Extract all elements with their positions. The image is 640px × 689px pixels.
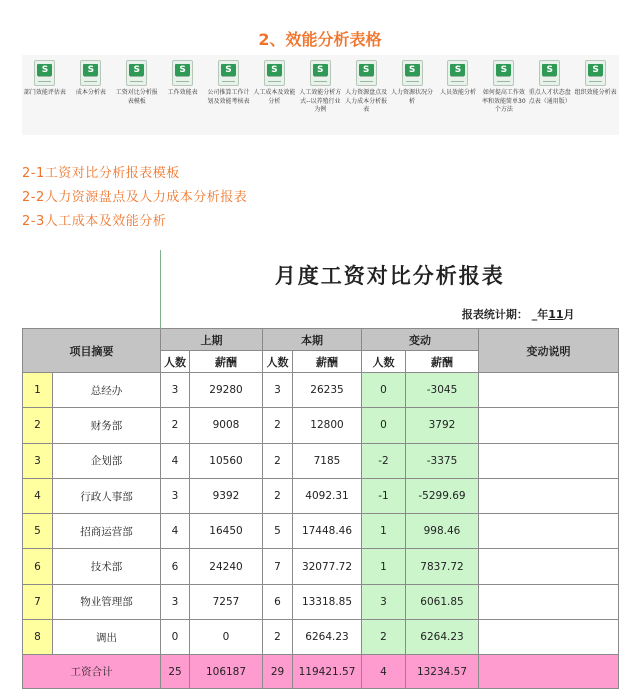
prev-headcount: 6 (161, 549, 190, 584)
curr-salary: 6264.23 (293, 620, 362, 655)
header-current-period: 本期 (263, 329, 362, 351)
spreadsheet-badge: S (129, 64, 144, 76)
file-lines-decoration (360, 76, 373, 82)
total-prev-pay: 106187 (190, 655, 263, 689)
department-name: 行政人事部 (53, 478, 161, 513)
curr-salary: 32077.72 (293, 549, 362, 584)
header-curr-headcount: 人数 (263, 351, 293, 373)
department-name: 调出 (53, 620, 161, 655)
spreadsheet-badge: S (37, 64, 52, 76)
change-note (479, 443, 619, 478)
file-lines-decoration (543, 76, 556, 82)
header-change-headcount: 人数 (362, 351, 406, 373)
header-change: 变动 (362, 329, 479, 351)
header-curr-salary: 薪酬 (293, 351, 362, 373)
change-salary: 6061.85 (406, 584, 479, 619)
department-name: 物业管理部 (53, 584, 161, 619)
row-index: 7 (23, 584, 53, 619)
attachment-file-strip (22, 55, 619, 135)
curr-headcount: 3 (263, 373, 293, 408)
file-item[interactable] (251, 55, 297, 135)
change-headcount: 1 (362, 514, 406, 549)
file-item[interactable] (481, 55, 527, 135)
section-title: 2、效能分析表格 (258, 30, 382, 49)
salary-comparison-sheet (22, 250, 618, 689)
change-note (479, 408, 619, 443)
prev-salary: 24240 (190, 549, 263, 584)
blank-corner (23, 250, 161, 300)
total-chg-pay: 13234.57 (406, 655, 479, 689)
file-label: 工资对比分析报表模板 (115, 89, 158, 105)
file-label: 重点人才状态盘点表（通用版） (528, 89, 571, 105)
report-title: 月度工资对比分析报表 (274, 264, 505, 288)
spreadsheet-badge: S (313, 64, 328, 76)
change-note (479, 514, 619, 549)
total-chg-n: 4 (362, 655, 406, 689)
prev-headcount: 4 (161, 443, 190, 478)
row-index: 3 (23, 443, 53, 478)
department-name: 财务部 (53, 408, 161, 443)
file-label: 成本分析表 (75, 89, 106, 96)
report-period-label: 报表统计期： (461, 308, 528, 321)
prev-headcount: 3 (161, 584, 190, 619)
file-item[interactable] (435, 55, 481, 135)
change-salary: 998.46 (406, 514, 479, 549)
change-salary: -5299.69 (406, 478, 479, 513)
table-row (23, 620, 619, 655)
change-salary: 7837.72 (406, 549, 479, 584)
curr-salary: 17448.46 (293, 514, 362, 549)
header-change-note: 变动说明 (479, 329, 619, 373)
change-headcount: 1 (362, 549, 406, 584)
table-row (23, 584, 619, 619)
report-period-year: _年 (531, 308, 549, 321)
file-item[interactable] (297, 55, 343, 135)
report-period-month: 11 (548, 308, 564, 321)
curr-headcount: 2 (263, 443, 293, 478)
spreadsheet-file-icon (539, 60, 560, 86)
spreadsheet-file-icon (356, 60, 377, 86)
document-link[interactable]: 2-2人力资源盘点及人力成本分析报表 (22, 190, 248, 205)
change-headcount: 3 (362, 584, 406, 619)
file-label: 如何提高工作效率和效能简单30个方法 (482, 89, 526, 113)
prev-salary: 10560 (190, 443, 263, 478)
total-note (479, 655, 619, 689)
file-item[interactable] (389, 55, 435, 135)
header-prev-salary: 薪酬 (190, 351, 263, 373)
spreadsheet-file-icon (493, 60, 514, 86)
spreadsheet-badge: S (267, 64, 282, 76)
table-row (23, 514, 619, 549)
spreadsheet-badge: S (405, 64, 420, 76)
curr-headcount: 2 (263, 478, 293, 513)
file-label: 人工成本及效能分析 (253, 89, 296, 105)
table-row (23, 408, 619, 443)
prev-headcount: 3 (161, 373, 190, 408)
prev-salary: 9008 (190, 408, 263, 443)
spreadsheet-badge: S (588, 64, 603, 76)
row-index: 8 (23, 620, 53, 655)
table-row (23, 478, 619, 513)
change-headcount: 0 (362, 373, 406, 408)
change-note (479, 373, 619, 408)
department-name: 招商运营部 (53, 514, 161, 549)
file-lines-decoration (176, 76, 189, 82)
file-label: 人员效能分析 (439, 89, 476, 96)
department-name: 总经办 (53, 373, 161, 408)
curr-salary: 12800 (293, 408, 362, 443)
file-item[interactable] (160, 55, 206, 135)
document-link[interactable]: 2-3人工成本及效能分析 (22, 214, 167, 229)
prev-salary: 16450 (190, 514, 263, 549)
file-lines-decoration (84, 76, 97, 82)
file-lines-decoration (497, 76, 510, 82)
spreadsheet-file-icon (310, 60, 331, 86)
spreadsheet-file-icon (218, 60, 239, 86)
row-index: 5 (23, 514, 53, 549)
change-headcount: -1 (362, 478, 406, 513)
curr-headcount: 7 (263, 549, 293, 584)
table-row (23, 549, 619, 584)
file-label: 部门效能评估表 (23, 89, 66, 96)
prev-salary: 29280 (190, 373, 263, 408)
document-link[interactable]: 2-1工资对比分析报表模板 (22, 166, 180, 181)
change-note (479, 620, 619, 655)
change-headcount: -2 (362, 443, 406, 478)
prev-headcount: 3 (161, 478, 190, 513)
change-note (479, 478, 619, 513)
curr-headcount: 6 (263, 584, 293, 619)
header-prev-headcount: 人数 (161, 351, 190, 373)
blank-corner-2 (23, 300, 161, 329)
department-name: 技术部 (53, 549, 161, 584)
file-label: 人工效能分析方式--以养殖行业为例 (299, 89, 342, 113)
row-index: 2 (23, 408, 53, 443)
prev-salary: 7257 (190, 584, 263, 619)
prev-salary: 0 (190, 620, 263, 655)
file-lines-decoration (314, 76, 327, 82)
change-salary: 3792 (406, 408, 479, 443)
file-item[interactable] (22, 55, 68, 135)
change-salary: 6264.23 (406, 620, 479, 655)
file-item[interactable] (573, 55, 619, 135)
spreadsheet-file-icon (126, 60, 147, 86)
spreadsheet-badge: S (359, 64, 374, 76)
curr-headcount: 5 (263, 514, 293, 549)
curr-salary: 4092.31 (293, 478, 362, 513)
file-label: 组织效能分析表 (574, 89, 617, 96)
file-lines-decoration (38, 76, 51, 82)
spreadsheet-badge: S (450, 64, 465, 76)
file-label: 工作效能表 (167, 89, 198, 96)
spreadsheet-badge: S (83, 64, 98, 76)
curr-salary: 13318.85 (293, 584, 362, 619)
change-salary: -3045 (406, 373, 479, 408)
prev-headcount: 0 (161, 620, 190, 655)
file-item[interactable] (114, 55, 160, 135)
header-previous-period: 上期 (161, 329, 263, 351)
prev-headcount: 4 (161, 514, 190, 549)
table-row (23, 373, 619, 408)
file-lines-decoration (406, 76, 419, 82)
row-index: 6 (23, 549, 53, 584)
change-headcount: 0 (362, 408, 406, 443)
header-item-summary: 项目摘要 (23, 329, 161, 373)
total-label: 工资合计 (23, 655, 161, 689)
report-period-month-unit: 月 (563, 308, 575, 321)
file-item[interactable] (527, 55, 573, 135)
table-row (23, 443, 619, 478)
change-headcount: 2 (362, 620, 406, 655)
department-name: 企划部 (53, 443, 161, 478)
spreadsheet-file-icon (402, 60, 423, 86)
spreadsheet-file-icon (264, 60, 285, 86)
total-curr-pay: 119421.57 (293, 655, 362, 689)
spreadsheet-file-icon (585, 60, 606, 86)
prev-headcount: 2 (161, 408, 190, 443)
file-item[interactable] (206, 55, 252, 135)
file-lines-decoration (451, 76, 464, 82)
spreadsheet-badge: S (542, 64, 557, 76)
file-label: 人力资源状况分析 (391, 89, 434, 105)
header-change-salary: 薪酬 (406, 351, 479, 373)
file-lines-decoration (589, 76, 602, 82)
spreadsheet-file-icon (172, 60, 193, 86)
spreadsheet-badge: S (221, 64, 236, 76)
curr-headcount: 2 (263, 620, 293, 655)
total-curr-n: 29 (263, 655, 293, 689)
spreadsheet-file-icon (447, 60, 468, 86)
file-label: 人力资源盘点及人力成本分析报表 (345, 89, 388, 113)
file-lines-decoration (130, 76, 143, 82)
spreadsheet-badge: S (175, 64, 190, 76)
row-index: 4 (23, 478, 53, 513)
file-item[interactable] (343, 55, 389, 135)
spreadsheet-badge: S (496, 64, 511, 76)
file-label: 公司推算工作计划及效能考核表 (207, 89, 250, 105)
spreadsheet-file-icon (80, 60, 101, 86)
file-lines-decoration (268, 76, 281, 82)
change-salary: -3375 (406, 443, 479, 478)
row-index: 1 (23, 373, 53, 408)
curr-headcount: 2 (263, 408, 293, 443)
change-note (479, 549, 619, 584)
curr-salary: 26235 (293, 373, 362, 408)
file-lines-decoration (222, 76, 235, 82)
spreadsheet-file-icon (34, 60, 55, 86)
prev-salary: 9392 (190, 478, 263, 513)
report-period (161, 300, 619, 329)
total-prev-n: 25 (161, 655, 190, 689)
change-note (479, 584, 619, 619)
file-item[interactable] (68, 55, 114, 135)
total-row (23, 655, 619, 689)
curr-salary: 7185 (293, 443, 362, 478)
document-links (22, 162, 247, 234)
